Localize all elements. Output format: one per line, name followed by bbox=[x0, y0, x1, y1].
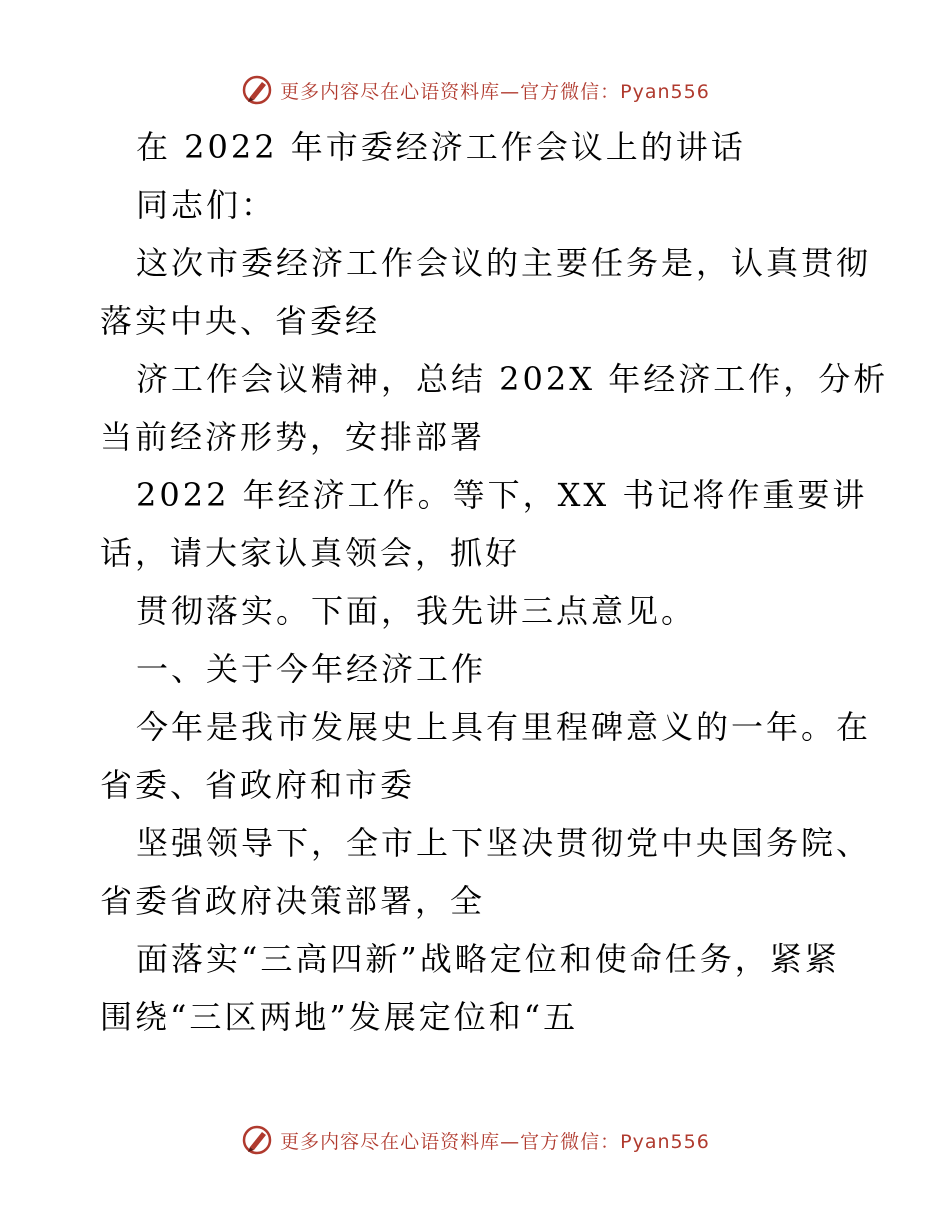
watermark-text bbox=[280, 77, 710, 104]
watermark-site: 更多内容尽在心语资料库 bbox=[280, 80, 501, 103]
text-line: 话，请大家认真领会，抓好 bbox=[100, 534, 521, 572]
text-line: 2022 年经济工作。等下，XX 书记将作重要讲 bbox=[136, 476, 868, 514]
pen-logo-icon bbox=[240, 73, 274, 107]
text-line: 这次市委经济工作会议的主要任务是，认真贯彻 bbox=[136, 244, 872, 282]
watermark-site: 更多内容尽在心语资料库 bbox=[280, 1130, 501, 1153]
text-line: 同志们： bbox=[136, 186, 277, 224]
text-line: 一、关于今年经济工作 bbox=[136, 650, 487, 688]
text-line: 在 2022 年市委经济工作会议上的讲话 bbox=[136, 128, 746, 166]
text-line: 落实中央、省委经 bbox=[100, 302, 381, 340]
watermark-separator: — bbox=[500, 80, 521, 103]
text-line: 面落实“三高四新”战略定位和使命任务，紧紧 bbox=[136, 940, 840, 978]
text-line: 围绕“三区两地”发展定位和“五 bbox=[100, 998, 579, 1036]
text-line: 当前经济形势，安排部署 bbox=[100, 418, 486, 456]
watermark-wechat: 官方微信：Pyan556 bbox=[520, 80, 710, 103]
text-line: 坚强领导下，全市上下坚决贯彻党中央国务院、 bbox=[136, 824, 872, 862]
text-line: 济工作会议精神，总结 202X 年经济工作，分析 bbox=[136, 360, 889, 398]
document-body bbox=[100, 118, 889, 1046]
pen-logo-icon bbox=[240, 1123, 274, 1157]
text-line: 省委省政府决策部署，全 bbox=[100, 882, 486, 920]
text-line: 贯彻落实。下面，我先讲三点意见。 bbox=[136, 592, 697, 630]
watermark-text bbox=[280, 1127, 710, 1154]
watermark-separator: — bbox=[500, 1130, 521, 1153]
text-line: 省委、省政府和市委 bbox=[100, 766, 416, 804]
footer-watermark-banner bbox=[0, 1120, 950, 1160]
watermark-wechat: 官方微信：Pyan556 bbox=[520, 1130, 710, 1153]
header-watermark-banner bbox=[0, 70, 950, 110]
text-line: 今年是我市发展史上具有里程碑意义的一年。在 bbox=[136, 708, 872, 746]
